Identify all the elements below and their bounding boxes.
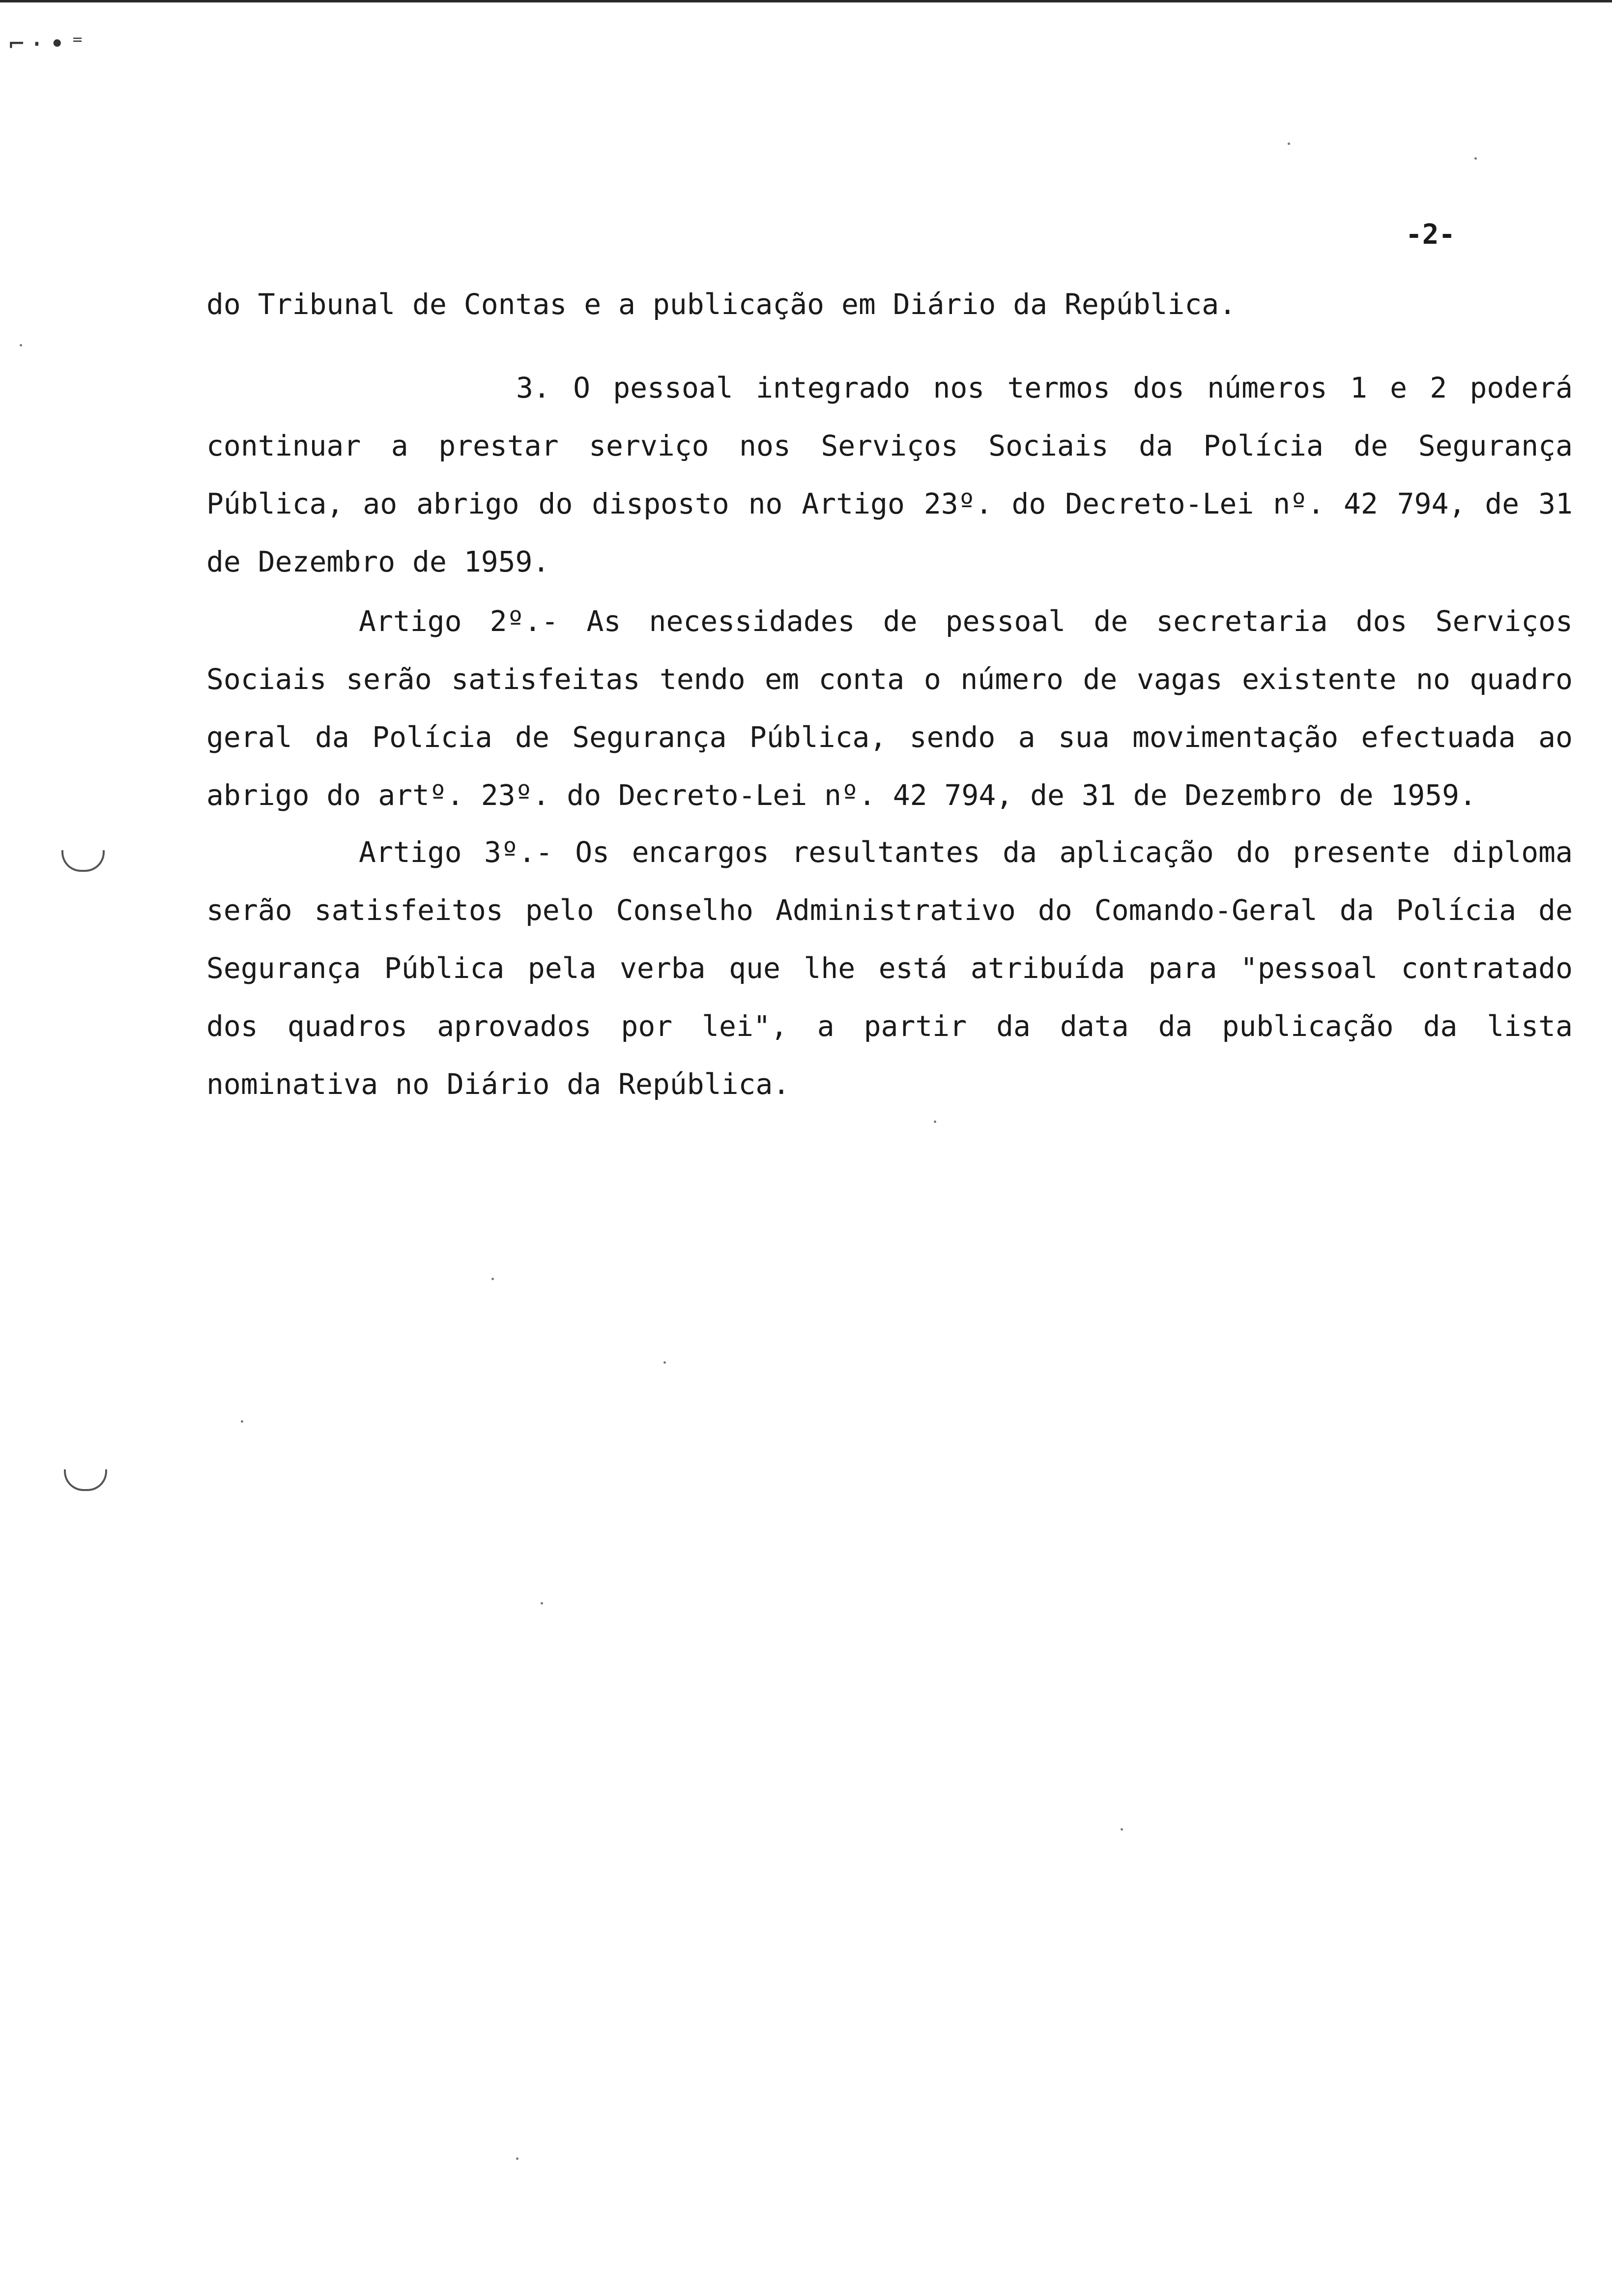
page-number: -2-: [1406, 219, 1456, 251]
scan-speck: [663, 1361, 666, 1364]
top-edge-rule: [0, 0, 1612, 2]
corner-scan-marks: ⌐·•⁼: [9, 29, 90, 59]
paragraph-artigo-2: Artigo 2º.- As necessidades de pessoal de secretaria dos Serviços Sociais serão satisfeitas tendo em conta o número de vagas existente no quadro geral da Polícia de Segurança Pública, sendo a sua movimentação efectuada ao abrigo do artº. 23º. do Decreto-Lei nº. 42 794, de 31 de Dezembro de 1959.: [206, 604, 1573, 812]
scan-speck: [1474, 157, 1477, 160]
scan-speck: [541, 1602, 543, 1605]
punch-hole-mark-upper: [61, 850, 105, 872]
punch-hole-mark-lower: [64, 1469, 107, 1491]
scan-speck: [20, 344, 22, 346]
scan-speck: [241, 1420, 243, 1423]
paragraph-artigo-3: Artigo 3º.- Os encargos resultantes da aplicação do presente diploma serão satisfeitos pelo Conselho Administrativo do Comando-Geral da Polícia de Segurança Pública pela verba que lhe está atribuída para "pessoal contratado dos quadros aprovados por lei", a partir da data da publicação da lista nominativa no Diário da República.: [206, 835, 1573, 1101]
scan-speck: [934, 1120, 936, 1123]
scan-speck: [491, 1278, 494, 1280]
scan-speck: [1121, 1828, 1123, 1831]
scan-speck: [1288, 143, 1290, 145]
paragraph-item-3: 3. O pessoal integrado nos termos dos números 1 e 2 poderá continuar a prestar serviço nos Serviços Sociais da Polícia de Segurança Pública, ao abrigo do disposto no Artigo 23º. do Decreto-Lei nº. 42 794, de 31 de Dezembro de 1959.: [206, 371, 1573, 578]
paragraph-continuation: do Tribunal de Contas e a publicação em Diário da República.: [206, 287, 1237, 321]
scan-speck: [516, 2157, 518, 2160]
